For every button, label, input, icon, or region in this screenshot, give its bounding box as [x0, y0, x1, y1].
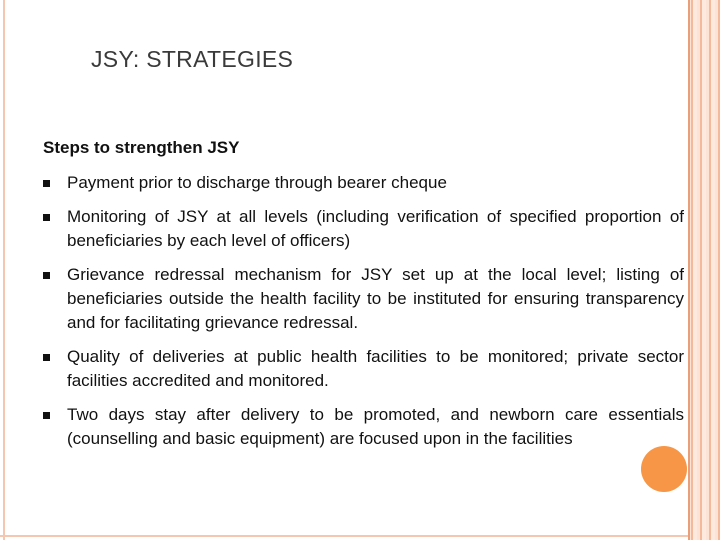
decorative-orange-circle: [641, 446, 687, 492]
left-border-line: [3, 0, 5, 540]
bullet-list: [43, 171, 684, 461]
bullet-text: Payment prior to discharge through bearer cheque: [67, 173, 447, 192]
square-bullet-icon: [43, 272, 50, 279]
bullet-text: Monitoring of JSY at all levels (including verification of specified proportion of beneficiaries by each level of officers): [67, 207, 684, 250]
square-bullet-icon: [43, 412, 50, 419]
bullet-item-5: [43, 403, 684, 451]
square-bullet-icon: [43, 214, 50, 221]
bullet-text: Grievance redressal mechanism for JSY set up at the local level; listing of beneficiaries outside the health facility to be instituted for ensuring transparency and for facilitating grievance redressal.: [67, 265, 684, 332]
bottom-border-line: [0, 535, 688, 537]
bullet-text: Two days stay after delivery to be promoted, and newborn care essentials (counselling and basic equipment) are focused upon in the facilities: [67, 405, 684, 448]
right-decorative-border: [688, 0, 720, 540]
bullet-item-1: [43, 171, 684, 195]
slide-title: JSY: STRATEGIES: [91, 46, 294, 72]
slide-subheading: Steps to strengthen JSY: [43, 138, 240, 157]
bullet-item-2: [43, 205, 684, 253]
bullet-item-3: [43, 263, 684, 335]
square-bullet-icon: [43, 354, 50, 361]
bullet-item-4: [43, 345, 684, 393]
square-bullet-icon: [43, 180, 50, 187]
bullet-text: Quality of deliveries at public health facilities to be monitored; private sector facilities accredited and monitored.: [67, 347, 684, 390]
